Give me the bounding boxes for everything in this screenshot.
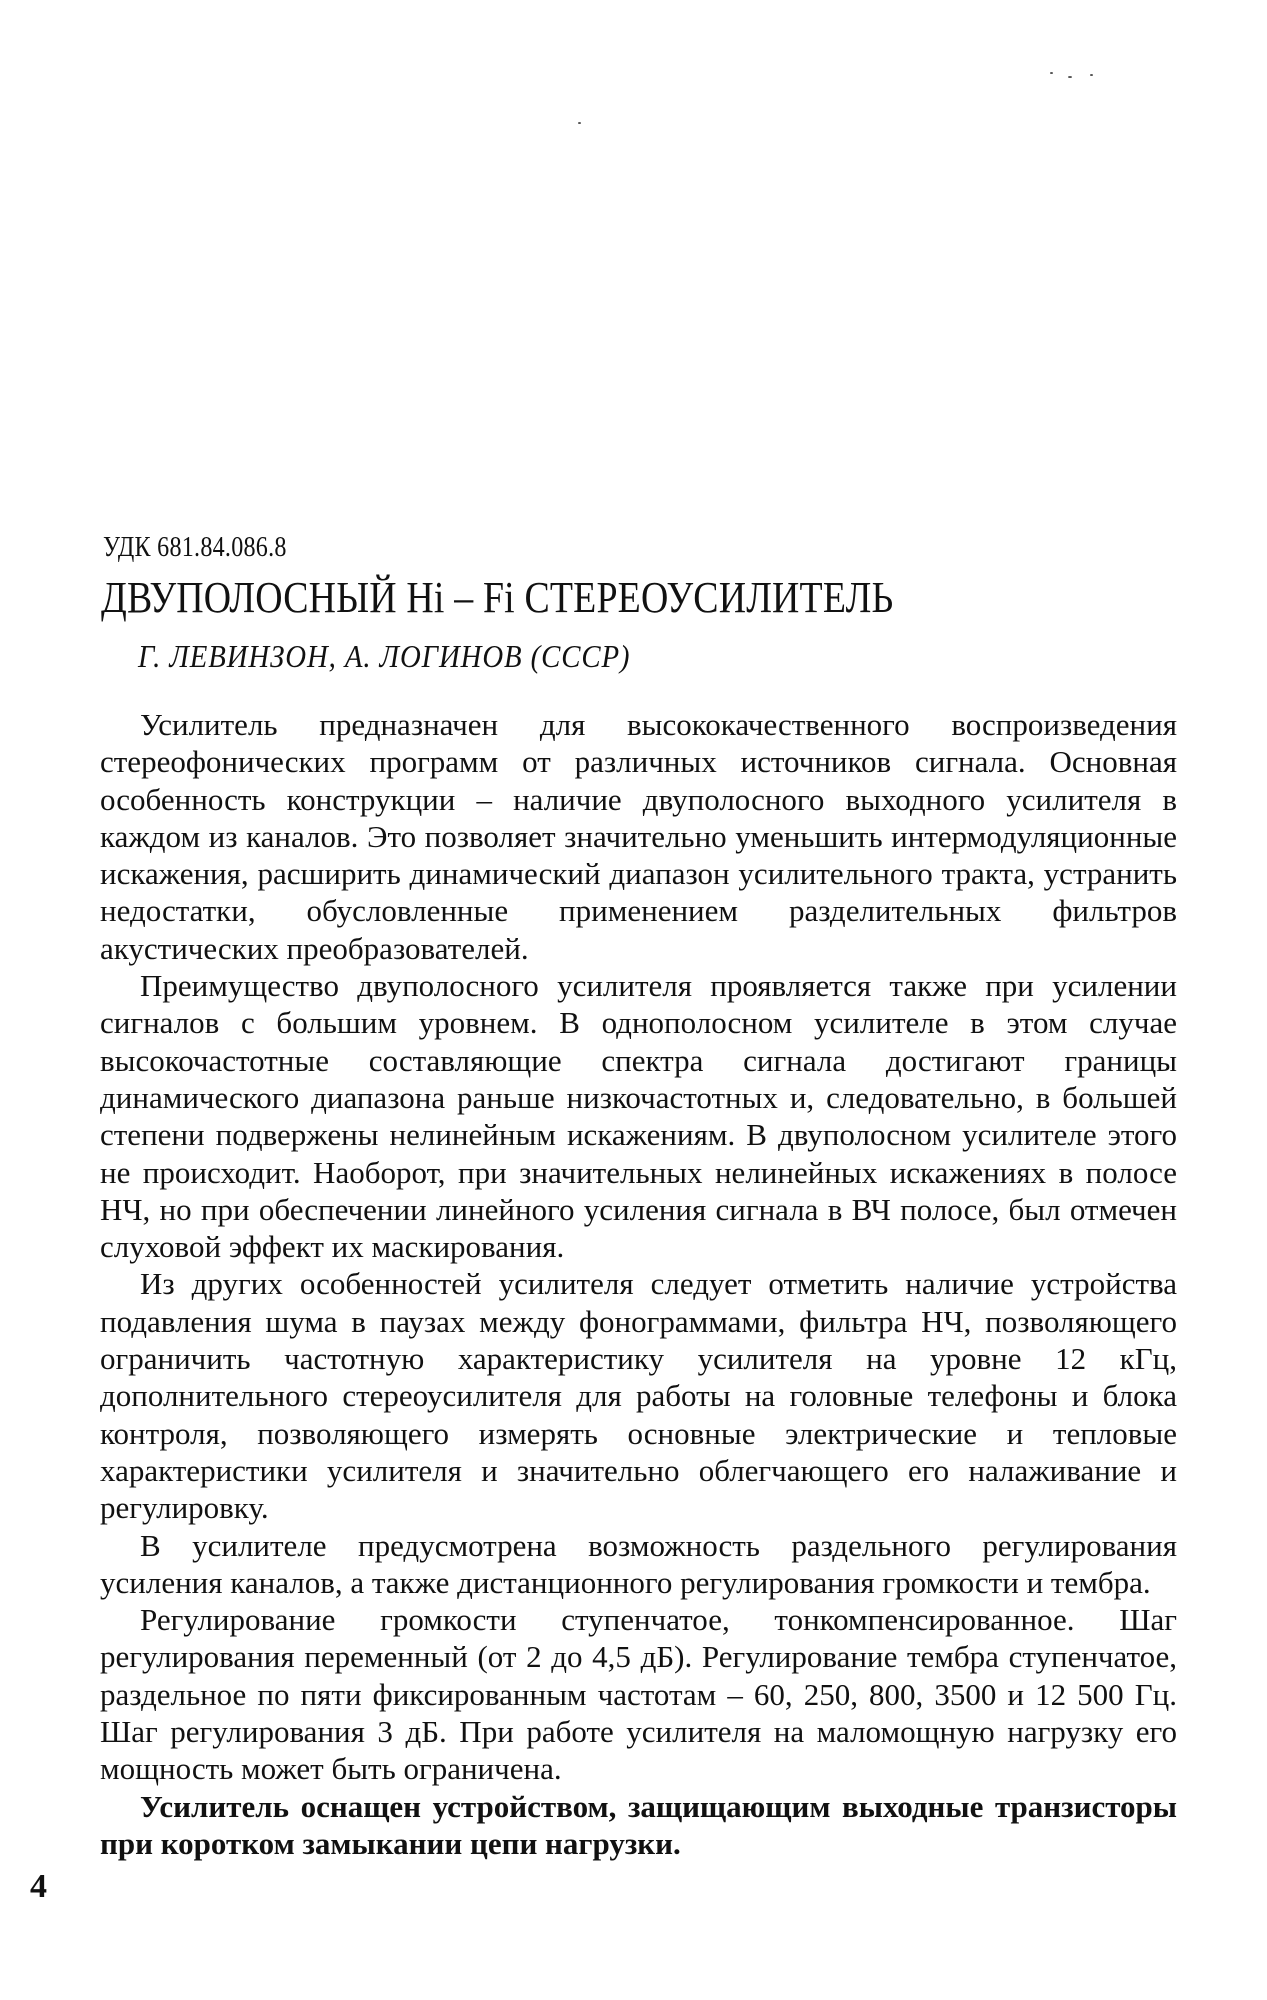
article-body bbox=[100, 706, 1177, 1862]
paragraph: Усилитель оснащен устройством, защищающим выходные транзисторы при коротком замыкании цепи нагрузки. bbox=[100, 1788, 1177, 1861]
paragraph: В усилителе предусмотрена возможность раздельного регулирования усиления каналов, а также дистанционного регулирования громкости и тембра. bbox=[100, 1527, 1177, 1600]
udc-code: УДК 681.84.086.8 bbox=[103, 532, 287, 563]
paragraph: Регулирование громкости ступенчатое, тонкомпенсированное. Шаг регулирования переменный (от 2 до 4,5 дБ). Регулирование тембра ступенчатое, раздельное по пяти фиксированным частотам – 60, 250, 800, 3500 и 12 500 Гц. Шаг регулирования 3 дБ. При работе усилителя на маломощную нагрузку его мощность может быть ограничена. bbox=[100, 1602, 1177, 1787]
article-authors: Г. ЛЕВИНЗОН, А. ЛОГИНОВ (СССР) bbox=[138, 638, 631, 674]
paragraph: Преимущество двуполосного усилителя проявляется также при усилении сигналов с большим уровнем. В однополосном усилителе в этом случае высокочастотные составляющие спектра сигнала достигают границы динамического диапазона раньше низкочастотных и, следовательно, в большей степени подвержены нелинейным искажениям. В двуполосном усилителе этого не происходит. Наоборот, при значительных нелинейных искажениях в полосе НЧ, но при обеспечении линейного усиления сигнала в ВЧ полосе, был отмечен слуховой эффект их маскирования. bbox=[100, 968, 1177, 1265]
paragraph: Из других особенностей усилителя следует отметить наличие устройства подавления шума в паузах между фонограммами, фильтра НЧ, позволяющего ограничить частотную характеристику усилителя на уровне 12 кГц, дополнительного стереоусилителя для работы на головные телефоны и блока контроля, позволяющего измерять основные электрические и тепловые характеристики усилителя и значительно облегчающего его налаживание и регулировку. bbox=[100, 1266, 1177, 1526]
scan-speck bbox=[1068, 76, 1072, 78]
paragraph: Усилитель предназначен для высококачественного воспроизведения стереофонических программ от различных источников сигнала. Основная особенность конструкции – наличие двуполосного выходного усилителя в каждом из каналов. Это позволяет значительно уменьшить интермодуляционные искажения, расширить динамический диапазон усилительного тракта, устранить недостатки, обусловленные применением разделительных фильтров акустических преобразователей. bbox=[100, 707, 1177, 966]
page-number: 4 bbox=[30, 1868, 47, 1905]
article-title: ДВУПОЛОСНЫЙ Hi – Fi СТЕРЕОУСИЛИТЕЛЬ bbox=[101, 573, 894, 622]
scan-speck bbox=[578, 122, 581, 124]
scan-speck bbox=[1090, 74, 1093, 76]
scan-speck bbox=[1050, 72, 1053, 74]
